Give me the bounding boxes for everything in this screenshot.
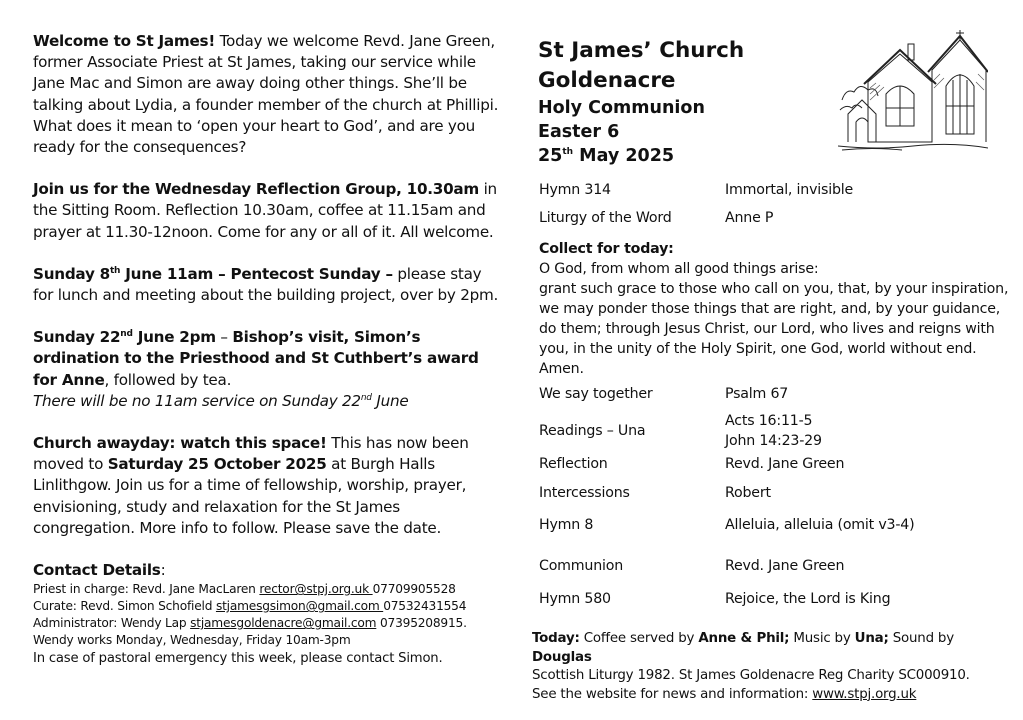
wednesday-paragraph <box>33 179 503 243</box>
no-service-b: June <box>371 391 409 410</box>
awayday-date: Saturday 25 October 2025 <box>107 455 327 474</box>
order-item: Communion <box>539 558 624 574</box>
wednesday-text: in the Sitting Room. Reflection 10.30am, coffee at 11.15am and prayer at 11.30-12noon. Come for any or all of it. All welcome. <box>33 180 497 241</box>
website-link[interactable]: www.stpj.org.uk <box>812 686 917 702</box>
bishop-date <box>33 328 216 346</box>
church-drawing-icon <box>838 30 988 152</box>
wendy-hours: Wendy works Monday, Wednesday, Friday 10am-3pm <box>33 633 351 648</box>
order-value <box>725 411 1015 451</box>
order-value: Anne P <box>725 210 774 226</box>
priest-line <box>33 581 503 598</box>
welcome-paragraph <box>33 31 503 158</box>
date-day: 25 <box>538 146 563 166</box>
admin-label: Administrator: Wendy Lap <box>33 616 191 631</box>
order-value: Immortal, invisible <box>725 182 854 198</box>
order-item: Hymn 314 <box>539 182 611 198</box>
priest-email-link[interactable]: rector@stpj.org.uk <box>259 582 373 597</box>
awayday-heading: Church awayday: watch this space! <box>33 434 327 453</box>
liturgy-line: Scottish Liturgy 1982. St James Goldenacre Reg Charity SC000910. <box>532 668 970 683</box>
bishop-text: , followed by tea. <box>104 370 232 389</box>
bishop-heading: Bishop’s visit, Simon’s ordination to the Priesthood and St Cuthbert’s award for Anne <box>33 328 479 389</box>
priest-phone: 07709905528 <box>372 582 456 597</box>
music-label: Music by <box>789 631 855 646</box>
admin-email-link[interactable]: stjamesgoldenacre@gmail.com <box>190 616 377 631</box>
coffee-names: Anne & Phil; <box>698 631 790 646</box>
curate-email-link[interactable]: stjamesgsimon@gmail.com <box>215 599 384 614</box>
order-value: Rejoice, the Lord is King <box>725 591 891 607</box>
service-season: Easter 6 <box>538 122 620 142</box>
awayday-text1: This has now been moved to <box>33 434 469 474</box>
service-title-block <box>538 36 744 168</box>
order-value: Revd. Jane Green <box>725 558 845 574</box>
order-item: Reflection <box>539 456 608 472</box>
today-label: Today: <box>532 631 580 646</box>
admin-line <box>33 615 503 632</box>
order-item: Intercessions <box>539 485 630 501</box>
curate-label: Curate: Revd. Simon Schofield <box>33 599 216 614</box>
pentecost-title: June 11am – Pentecost Sunday – <box>120 264 393 283</box>
pentecost-sup: th <box>109 265 121 276</box>
church-name-line1: St James’ Church <box>538 38 745 63</box>
pentecost-text: please stay for lunch and meeting about the building project, over by 2pm. <box>33 264 499 305</box>
date-sup: th <box>562 147 574 158</box>
welcome-text: Today we welcome Revd. Jane Green, former Associate Priest at St James, taking our service while Jane Mac and Simon are away doing other things. She’ll be talking about Lydia, a founder member of the church at Phillipi. What does it mean to ‘open your heart to God’, and are you ready for the consequences? <box>33 32 499 157</box>
bishop-dash: – <box>215 328 233 347</box>
collect-amen: Amen. <box>539 361 584 377</box>
website-line <box>532 686 1012 705</box>
contact-heading-text: Contact Details <box>33 561 161 580</box>
curate-line <box>33 598 503 615</box>
welcome-heading: Welcome to St James! <box>33 32 216 50</box>
wednesday-heading: Join us for the Wednesday Reflection Group, 10.30am <box>33 180 479 199</box>
admin-phone: 07395208915. <box>376 616 467 631</box>
music-name: Una; <box>854 631 889 646</box>
order-item: Hymn 580 <box>539 591 611 607</box>
church-name-line2: Goldenacre <box>538 68 676 93</box>
sound-label: Sound by <box>888 631 954 646</box>
reading-two: John 14:23-29 <box>725 433 822 449</box>
emergency-note: In case of pastoral emergency this week, please contact Simon. <box>33 651 443 667</box>
collect-line1: O God, from whom all good things arise: <box>539 261 819 277</box>
no-service-a: There will be no 11am service on Sunday 22 <box>33 391 361 410</box>
order-value: Revd. Jane Green <box>725 456 845 472</box>
order-item: We say together <box>539 386 653 402</box>
pentecost-date: Sunday 8 <box>33 264 110 283</box>
order-item: Hymn 8 <box>539 517 594 533</box>
reading-one: Acts 16:11-5 <box>725 413 813 429</box>
service-name: Holy Communion <box>538 98 705 118</box>
today-line <box>532 630 1012 667</box>
bishop-paragraph <box>33 327 503 412</box>
awayday-text2: at Burgh Halls Linlithgow. Join us for a time of fellowship, worship, prayer, envisioning, study and relaxation for the St James congregation. More info to follow. Please save the date. <box>33 455 467 537</box>
collect-block <box>539 239 1009 379</box>
awayday-paragraph <box>33 433 503 539</box>
pentecost-heading <box>33 265 393 283</box>
order-item: Liturgy of the Word <box>539 210 672 226</box>
priest-label: Priest in charge: Revd. Jane MacLaren <box>33 582 260 597</box>
order-value: Robert <box>725 485 771 501</box>
contact-section <box>33 560 503 668</box>
order-item: Readings – Una <box>539 423 646 439</box>
bishop-date-a: Sunday 22 <box>33 328 121 347</box>
website-label: See the website for news and information: <box>532 686 813 702</box>
curate-phone: 07532431554 <box>383 599 467 614</box>
bishop-date-b: June 2pm <box>132 328 216 347</box>
collect-body: grant such grace to those who call on you, that, by your inspiration, we may ponder those things that are right, and, by your guidance, do them; through Jesus Christ, our Lord, who lives and reigns with you, in the unity of the Holy Spirit, one God, world without end. <box>539 281 1009 357</box>
pentecost-paragraph <box>33 264 503 306</box>
no-service-sup: nd <box>360 392 372 403</box>
service-date <box>538 144 744 168</box>
order-value: Psalm 67 <box>725 386 789 402</box>
date-month-year: May 2025 <box>573 146 675 166</box>
contact-heading <box>33 560 503 581</box>
no-service-note <box>33 392 408 410</box>
left-column <box>33 31 503 668</box>
footer-notes <box>532 630 1012 704</box>
order-value: Alleluia, alleluia (omit v3-4) <box>725 517 915 533</box>
coffee-label: Coffee served by <box>579 631 699 646</box>
contact-colon: : <box>160 561 166 580</box>
sound-name: Douglas <box>532 649 592 665</box>
collect-heading: Collect for today: <box>539 241 674 257</box>
bishop-sup: nd <box>120 329 133 340</box>
